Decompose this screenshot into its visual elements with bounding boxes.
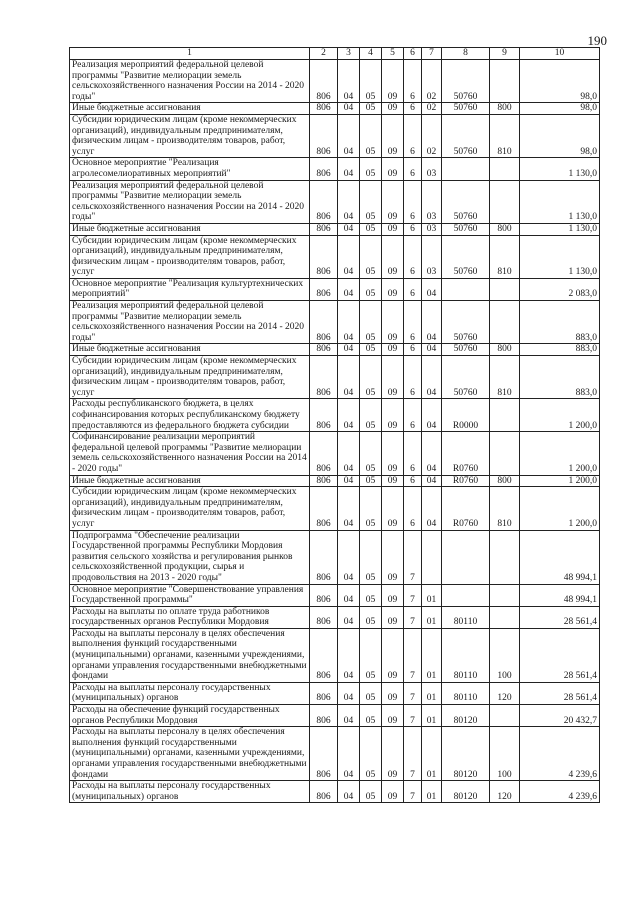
row-amount: 28 561,4 bbox=[520, 628, 600, 682]
row-amount: 1 130,0 bbox=[520, 235, 600, 278]
row-code-2: 806 bbox=[310, 432, 338, 475]
row-amount: 20 432,7 bbox=[520, 705, 600, 727]
row-code-3: 04 bbox=[338, 606, 360, 628]
row-code-3: 04 bbox=[338, 399, 360, 432]
row-code-7: 01 bbox=[422, 682, 442, 704]
row-code-7: 03 bbox=[422, 235, 442, 278]
column-header: 1 bbox=[70, 48, 310, 60]
row-code-6: 6 bbox=[404, 158, 422, 180]
row-code-9: 800 bbox=[490, 344, 520, 356]
row-code-2: 806 bbox=[310, 114, 338, 157]
table-row bbox=[70, 103, 600, 115]
row-code-7: 04 bbox=[422, 344, 442, 356]
row-code-8: 50760 bbox=[442, 180, 490, 223]
row-description: Субсидии юридическим лицам (кроме некоммерческих организаций), индивидуальным предпринимателям, физическим лицам - производителям товаров, работ, услуг bbox=[70, 356, 310, 399]
row-code-4: 05 bbox=[360, 628, 382, 682]
row-code-4: 05 bbox=[360, 180, 382, 223]
row-code-6: 6 bbox=[404, 278, 422, 300]
row-code-4: 05 bbox=[360, 301, 382, 344]
table-row bbox=[70, 584, 600, 606]
row-description: Расходы на выплаты по оплате труда работников государственных органов Республики Мордовия bbox=[70, 606, 310, 628]
page-number: 190 bbox=[587, 33, 607, 48]
table-row bbox=[70, 432, 600, 475]
row-code-4: 05 bbox=[360, 727, 382, 781]
row-amount: 883,0 bbox=[520, 356, 600, 399]
row-code-2: 806 bbox=[310, 103, 338, 115]
row-code-8: 80110 bbox=[442, 682, 490, 704]
row-code-2: 806 bbox=[310, 399, 338, 432]
row-code-2: 806 bbox=[310, 682, 338, 704]
row-amount: 48 994,1 bbox=[520, 530, 600, 584]
row-code-4: 05 bbox=[360, 781, 382, 803]
row-description: Реализация мероприятий федеральной целевой программы "Развитие мелиорации земель сельскохозяйственного назначения России на 2014 - 2020 годы" bbox=[70, 180, 310, 223]
table-row bbox=[70, 180, 600, 223]
row-amount: 1 200,0 bbox=[520, 432, 600, 475]
row-code-6: 7 bbox=[404, 628, 422, 682]
row-code-3: 04 bbox=[338, 235, 360, 278]
row-code-4: 05 bbox=[360, 235, 382, 278]
row-amount: 4 239,6 bbox=[520, 781, 600, 803]
row-code-4: 05 bbox=[360, 530, 382, 584]
row-code-8: R0760 bbox=[442, 475, 490, 487]
row-code-6: 6 bbox=[404, 180, 422, 223]
row-code-9 bbox=[490, 180, 520, 223]
row-code-5: 09 bbox=[382, 399, 404, 432]
table-row bbox=[70, 356, 600, 399]
row-code-3: 04 bbox=[338, 705, 360, 727]
row-code-8 bbox=[442, 584, 490, 606]
row-code-7: 01 bbox=[422, 584, 442, 606]
row-code-6: 7 bbox=[404, 606, 422, 628]
row-code-3: 04 bbox=[338, 278, 360, 300]
row-description: Расходы республиканского бюджета, в целях софинансирования которых республиканскому бюджету предоставляются из федерального бюджета субсидии bbox=[70, 399, 310, 432]
table-body bbox=[70, 60, 600, 803]
row-code-3: 04 bbox=[338, 628, 360, 682]
row-code-8: 80120 bbox=[442, 727, 490, 781]
column-header: 10 bbox=[520, 48, 600, 60]
row-amount: 1 200,0 bbox=[520, 399, 600, 432]
row-code-5: 09 bbox=[382, 432, 404, 475]
column-header: 3 bbox=[338, 48, 360, 60]
row-code-8: 50760 bbox=[442, 356, 490, 399]
row-code-7: 01 bbox=[422, 781, 442, 803]
row-code-7: 03 bbox=[422, 180, 442, 223]
row-code-7 bbox=[422, 530, 442, 584]
row-code-8: R0760 bbox=[442, 432, 490, 475]
table-row bbox=[70, 682, 600, 704]
row-code-8 bbox=[442, 158, 490, 180]
row-code-3: 04 bbox=[338, 475, 360, 487]
row-description: Основное мероприятие "Совершенствование управления Государственной программы" bbox=[70, 584, 310, 606]
row-code-5: 09 bbox=[382, 705, 404, 727]
row-code-6: 7 bbox=[404, 781, 422, 803]
row-code-5: 09 bbox=[382, 682, 404, 704]
table-row bbox=[70, 475, 600, 487]
table-row bbox=[70, 727, 600, 781]
row-code-2: 806 bbox=[310, 727, 338, 781]
row-code-4: 05 bbox=[360, 278, 382, 300]
row-code-6: 6 bbox=[404, 235, 422, 278]
table-row bbox=[70, 606, 600, 628]
row-code-2: 806 bbox=[310, 584, 338, 606]
row-description: Субсидии юридическим лицам (кроме некоммерческих организаций), индивидуальным предпринимателям, физическим лицам - производителям товаров, работ, услуг bbox=[70, 114, 310, 157]
row-code-5: 09 bbox=[382, 60, 404, 103]
row-code-7: 03 bbox=[422, 158, 442, 180]
row-code-7: 01 bbox=[422, 606, 442, 628]
row-code-6: 7 bbox=[404, 727, 422, 781]
row-code-7: 04 bbox=[422, 301, 442, 344]
row-code-3: 04 bbox=[338, 584, 360, 606]
row-code-4: 05 bbox=[360, 487, 382, 530]
row-description: Иные бюджетные ассигнования bbox=[70, 223, 310, 235]
row-code-9 bbox=[490, 606, 520, 628]
row-description: Основное мероприятие "Реализация агролесомелиоративных мероприятий" bbox=[70, 158, 310, 180]
row-code-5: 09 bbox=[382, 628, 404, 682]
row-description: Основное мероприятие "Реализация культуртехнических мероприятий" bbox=[70, 278, 310, 300]
row-code-2: 806 bbox=[310, 60, 338, 103]
row-code-2: 806 bbox=[310, 223, 338, 235]
row-code-6: 6 bbox=[404, 487, 422, 530]
row-code-5: 09 bbox=[382, 727, 404, 781]
row-amount: 883,0 bbox=[520, 301, 600, 344]
row-code-2: 806 bbox=[310, 487, 338, 530]
budget-table bbox=[69, 47, 600, 803]
row-description: Расходы на выплаты персоналу в целях обеспечения выполнения функций государственными (муниципальными) органами, казенными учреждениями, органами управления государственными внебюджетными фондами bbox=[70, 628, 310, 682]
table-row bbox=[70, 301, 600, 344]
table-header-row bbox=[70, 48, 600, 60]
table-row bbox=[70, 278, 600, 300]
row-code-4: 05 bbox=[360, 399, 382, 432]
row-code-2: 806 bbox=[310, 628, 338, 682]
row-code-6: 6 bbox=[404, 356, 422, 399]
row-amount: 98,0 bbox=[520, 103, 600, 115]
row-code-7: 02 bbox=[422, 103, 442, 115]
row-code-3: 04 bbox=[338, 60, 360, 103]
row-code-5: 09 bbox=[382, 180, 404, 223]
row-code-6: 6 bbox=[404, 475, 422, 487]
row-code-7: 04 bbox=[422, 487, 442, 530]
row-code-6: 6 bbox=[404, 301, 422, 344]
row-code-9 bbox=[490, 584, 520, 606]
row-amount: 1 130,0 bbox=[520, 158, 600, 180]
row-amount: 1 130,0 bbox=[520, 180, 600, 223]
row-code-3: 04 bbox=[338, 301, 360, 344]
row-code-8: 50760 bbox=[442, 103, 490, 115]
row-code-5: 09 bbox=[382, 487, 404, 530]
row-code-8: 80110 bbox=[442, 606, 490, 628]
row-code-8 bbox=[442, 278, 490, 300]
row-code-8: 50760 bbox=[442, 60, 490, 103]
row-description: Субсидии юридическим лицам (кроме некоммерческих организаций), индивидуальным предпринимателям, физическим лицам - производителям товаров, работ, услуг bbox=[70, 235, 310, 278]
row-code-7: 04 bbox=[422, 475, 442, 487]
row-code-9 bbox=[490, 705, 520, 727]
table-row bbox=[70, 628, 600, 682]
row-code-3: 04 bbox=[338, 432, 360, 475]
row-code-2: 806 bbox=[310, 158, 338, 180]
row-code-2: 806 bbox=[310, 344, 338, 356]
row-code-6: 7 bbox=[404, 705, 422, 727]
row-code-9: 800 bbox=[490, 103, 520, 115]
row-code-9: 810 bbox=[490, 356, 520, 399]
row-code-7: 04 bbox=[422, 356, 442, 399]
row-code-7: 01 bbox=[422, 705, 442, 727]
table-row bbox=[70, 223, 600, 235]
row-description: Расходы на выплаты персоналу государственных (муниципальных) органов bbox=[70, 781, 310, 803]
row-code-8: 80120 bbox=[442, 781, 490, 803]
row-code-6: 6 bbox=[404, 60, 422, 103]
row-code-3: 04 bbox=[338, 356, 360, 399]
table-row bbox=[70, 158, 600, 180]
row-description: Расходы на выплаты персоналу в целях обеспечения выполнения функций государственными (муниципальными) органами, казенными учреждениями, органами управления государственными внебюджетными фондами bbox=[70, 727, 310, 781]
row-code-4: 05 bbox=[360, 223, 382, 235]
row-code-2: 806 bbox=[310, 530, 338, 584]
row-code-6: 6 bbox=[404, 399, 422, 432]
row-code-4: 05 bbox=[360, 682, 382, 704]
table-row bbox=[70, 114, 600, 157]
row-code-4: 05 bbox=[360, 158, 382, 180]
row-code-3: 04 bbox=[338, 114, 360, 157]
row-code-8: 50760 bbox=[442, 223, 490, 235]
row-amount: 883,0 bbox=[520, 344, 600, 356]
row-code-4: 05 bbox=[360, 103, 382, 115]
row-code-9: 120 bbox=[490, 682, 520, 704]
row-code-6: 7 bbox=[404, 682, 422, 704]
row-amount: 28 561,4 bbox=[520, 682, 600, 704]
row-code-6: 6 bbox=[404, 114, 422, 157]
column-header: 8 bbox=[442, 48, 490, 60]
row-code-8: 50760 bbox=[442, 344, 490, 356]
row-code-2: 806 bbox=[310, 606, 338, 628]
row-code-9 bbox=[490, 158, 520, 180]
table-row bbox=[70, 705, 600, 727]
row-code-4: 05 bbox=[360, 705, 382, 727]
row-code-2: 806 bbox=[310, 180, 338, 223]
row-code-6: 7 bbox=[404, 530, 422, 584]
row-code-2: 806 bbox=[310, 278, 338, 300]
table-row bbox=[70, 399, 600, 432]
row-code-5: 09 bbox=[382, 278, 404, 300]
table-row bbox=[70, 60, 600, 103]
row-code-9 bbox=[490, 278, 520, 300]
row-code-9 bbox=[490, 399, 520, 432]
row-code-3: 04 bbox=[338, 103, 360, 115]
table-row bbox=[70, 781, 600, 803]
row-code-3: 04 bbox=[338, 487, 360, 530]
row-amount: 4 239,6 bbox=[520, 727, 600, 781]
column-header: 5 bbox=[382, 48, 404, 60]
table-row bbox=[70, 530, 600, 584]
row-description: Субсидии юридическим лицам (кроме некоммерческих организаций), индивидуальным предпринимателям, физическим лицам - производителям товаров, работ, услуг bbox=[70, 487, 310, 530]
row-code-4: 05 bbox=[360, 584, 382, 606]
column-header: 2 bbox=[310, 48, 338, 60]
row-code-5: 09 bbox=[382, 584, 404, 606]
row-code-7: 01 bbox=[422, 628, 442, 682]
row-code-3: 04 bbox=[338, 344, 360, 356]
row-description: Реализация мероприятий федеральной целевой программы "Развитие мелиорации земель сельскохозяйственного назначения России на 2014 - 2020 годы" bbox=[70, 301, 310, 344]
row-code-5: 09 bbox=[382, 344, 404, 356]
row-code-3: 04 bbox=[338, 530, 360, 584]
row-amount: 98,0 bbox=[520, 60, 600, 103]
row-code-2: 806 bbox=[310, 475, 338, 487]
row-code-3: 04 bbox=[338, 682, 360, 704]
row-amount: 2 083,0 bbox=[520, 278, 600, 300]
row-code-2: 806 bbox=[310, 781, 338, 803]
row-code-8: R0000 bbox=[442, 399, 490, 432]
table-row bbox=[70, 235, 600, 278]
row-amount: 28 561,4 bbox=[520, 606, 600, 628]
row-code-8: R0760 bbox=[442, 487, 490, 530]
row-code-7: 03 bbox=[422, 223, 442, 235]
row-description: Иные бюджетные ассигнования bbox=[70, 344, 310, 356]
row-code-5: 09 bbox=[382, 223, 404, 235]
row-code-7: 04 bbox=[422, 432, 442, 475]
row-code-9: 810 bbox=[490, 235, 520, 278]
row-code-9: 800 bbox=[490, 223, 520, 235]
row-code-7: 02 bbox=[422, 60, 442, 103]
row-code-6: 6 bbox=[404, 344, 422, 356]
row-code-4: 05 bbox=[360, 606, 382, 628]
row-code-7: 01 bbox=[422, 727, 442, 781]
row-description: Софинансирование реализации мероприятий федеральной целевой программы "Развитие мелиорации земель сельскохозяйственного назначения России на 2014 - 2020 годы" bbox=[70, 432, 310, 475]
row-code-2: 806 bbox=[310, 301, 338, 344]
row-description: Реализация мероприятий федеральной целевой программы "Развитие мелиорации земель сельскохозяйственного назначения России на 2014 - 2020 годы" bbox=[70, 60, 310, 103]
row-code-9 bbox=[490, 301, 520, 344]
row-amount: 1 200,0 bbox=[520, 487, 600, 530]
row-code-8: 50760 bbox=[442, 235, 490, 278]
table-row bbox=[70, 344, 600, 356]
row-code-9: 800 bbox=[490, 475, 520, 487]
row-code-5: 09 bbox=[382, 114, 404, 157]
row-code-4: 05 bbox=[360, 432, 382, 475]
row-code-8: 80120 bbox=[442, 705, 490, 727]
column-header: 7 bbox=[422, 48, 442, 60]
row-code-6: 6 bbox=[404, 103, 422, 115]
row-code-9: 810 bbox=[490, 114, 520, 157]
row-code-3: 04 bbox=[338, 781, 360, 803]
row-code-5: 09 bbox=[382, 103, 404, 115]
row-code-4: 05 bbox=[360, 60, 382, 103]
row-code-5: 09 bbox=[382, 301, 404, 344]
row-code-2: 806 bbox=[310, 356, 338, 399]
row-code-9 bbox=[490, 60, 520, 103]
row-amount: 1 130,0 bbox=[520, 223, 600, 235]
row-code-3: 04 bbox=[338, 727, 360, 781]
row-code-5: 09 bbox=[382, 606, 404, 628]
row-code-5: 09 bbox=[382, 781, 404, 803]
row-code-8: 50760 bbox=[442, 301, 490, 344]
row-code-6: 6 bbox=[404, 432, 422, 475]
row-amount: 48 994,1 bbox=[520, 584, 600, 606]
row-code-9: 100 bbox=[490, 727, 520, 781]
row-code-8: 80110 bbox=[442, 628, 490, 682]
row-code-9: 120 bbox=[490, 781, 520, 803]
row-code-4: 05 bbox=[360, 356, 382, 399]
row-code-3: 04 bbox=[338, 180, 360, 223]
row-description: Подпрограмма "Обеспечение реализации Государственной программы Республики Мордовия развития сельского хозяйства и регулирования рынков сельскохозяйственной продукции, сырья и продовольствия на 2013 - 2020 годы" bbox=[70, 530, 310, 584]
row-code-4: 05 bbox=[360, 344, 382, 356]
row-code-5: 09 bbox=[382, 530, 404, 584]
row-code-5: 09 bbox=[382, 475, 404, 487]
row-code-9: 100 bbox=[490, 628, 520, 682]
row-code-8 bbox=[442, 530, 490, 584]
column-header: 4 bbox=[360, 48, 382, 60]
row-code-5: 09 bbox=[382, 356, 404, 399]
row-amount: 98,0 bbox=[520, 114, 600, 157]
row-code-8: 50760 bbox=[442, 114, 490, 157]
table-row bbox=[70, 487, 600, 530]
row-code-9: 810 bbox=[490, 487, 520, 530]
row-code-9 bbox=[490, 432, 520, 475]
row-code-4: 05 bbox=[360, 475, 382, 487]
row-code-5: 09 bbox=[382, 158, 404, 180]
row-description: Иные бюджетные ассигнования bbox=[70, 103, 310, 115]
row-code-3: 04 bbox=[338, 223, 360, 235]
row-code-9 bbox=[490, 530, 520, 584]
row-code-6: 7 bbox=[404, 584, 422, 606]
row-code-4: 05 bbox=[360, 114, 382, 157]
row-code-2: 806 bbox=[310, 235, 338, 278]
row-amount: 1 200,0 bbox=[520, 475, 600, 487]
row-code-7: 04 bbox=[422, 399, 442, 432]
column-header: 9 bbox=[490, 48, 520, 60]
row-code-6: 6 bbox=[404, 223, 422, 235]
row-code-2: 806 bbox=[310, 705, 338, 727]
row-description: Расходы на обеспечение функций государственных органов Республики Мордовия bbox=[70, 705, 310, 727]
row-code-5: 09 bbox=[382, 235, 404, 278]
row-code-7: 02 bbox=[422, 114, 442, 157]
column-header: 6 bbox=[404, 48, 422, 60]
row-code-3: 04 bbox=[338, 158, 360, 180]
row-code-7: 04 bbox=[422, 278, 442, 300]
row-description: Расходы на выплаты персоналу государственных (муниципальных) органов bbox=[70, 682, 310, 704]
row-description: Иные бюджетные ассигнования bbox=[70, 475, 310, 487]
